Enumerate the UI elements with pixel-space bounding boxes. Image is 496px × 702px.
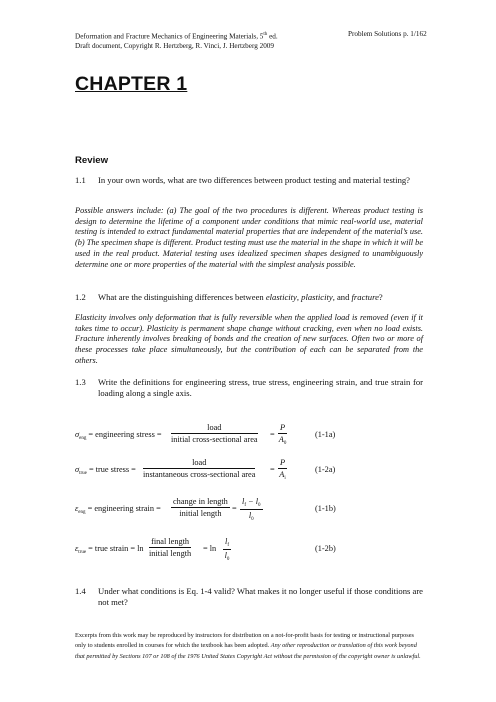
question-text: Under what conditions is Eq. 1-4 valid? What makes it no longer useful if those conditions are not met? [98, 586, 423, 608]
equation-lhs: $\sigma_{eng}$ = engineering stress = [75, 430, 162, 441]
question-text: What are the distinguishing differences between elasticity, plasticity, and fracture? [98, 292, 383, 302]
equation-fraction-symbolic: $\frac{l_f}{l_0}$ [224, 537, 230, 562]
equation-number: (1-2b) [315, 544, 336, 553]
equation-1-2a: $\sigma_{true}$ = true stress = load instantaneous cross-sectional area = $\frac{P}{A_i}$ (1-2a) [75, 458, 336, 481]
header-page-ref: Problem Solutions p. 1/162 [348, 30, 427, 38]
question-text: In your own words, what are two differences between product testing and material testing? [98, 175, 410, 185]
equation-fraction: load initial cross-sectional area [171, 423, 258, 444]
question-number: 1.3 [75, 377, 86, 387]
question-1-3 [75, 377, 423, 399]
copyright-footer: Excerpts from this work may be reproduced by instructors for distribution on a not-for-profit basis for testing or instructional purposes only to students enrolled in courses for which the textbook has been adopted. Any other reproduction or translation of this work beyond that permitted by Sections 107 or 108 of the 1976 United States Copyright Act without the permission of the copyright owner is unlawful. [75, 632, 421, 660]
question-number: 1.4 [75, 586, 86, 596]
equation-fraction: load instantaneous cross-sectional area [143, 458, 256, 479]
header-book-title: Deformation and Fracture Mechanics of Engineering Materials, 5th ed. [75, 32, 278, 41]
equation-1-1b: $\varepsilon_{eng}$ = engineering strain = change in length initial length = $\frac{l_f - l_0}{l_0}$ (1-1b) [75, 497, 336, 522]
equation-fraction-symbolic: $\frac{P}{A_0}$ [278, 423, 287, 446]
question-1-2 [75, 292, 423, 303]
equation-number: (1-1a) [315, 430, 336, 439]
equation-1-1a: $\sigma_{eng}$ = engineering stress = load initial cross-sectional area = $\frac{P}{A_0}$ (1-1a) [75, 423, 336, 446]
equation-fraction: change in length initial length [173, 497, 228, 518]
equation-number: (1-1b) [315, 504, 336, 513]
chapter-title: CHAPTER 1 [75, 73, 188, 95]
equation-lhs: $\varepsilon_{true}$ = true strain = ln [75, 544, 144, 555]
equation-lhs: $\sigma_{true}$ = true stress = [75, 465, 136, 476]
question-number: 1.2 [75, 292, 86, 302]
equation-lhs: $\varepsilon_{eng}$ = engineering strain = [75, 504, 161, 515]
header-copyright: Draft document, Copyright R. Hertzberg, R. Vinci, J. Hertzberg 2009 [75, 42, 274, 50]
equation-number: (1-2a) [315, 465, 336, 474]
section-title: Review [75, 155, 109, 166]
equation-fraction-symbolic: $\frac{l_f - l_0}{l_0}$ [242, 497, 261, 522]
question-text: Write the definitions for engineering stress, true stress, engineering strain, and true strain for loading along a single axis. [98, 377, 423, 399]
answer-1-1: Possible answers include: (a) The goal of the two procedures is different. Whereas product testing is design to determine the lifetime of a component under conditions that mimic real-world use, material testing is intended to extract fundamental material properties that are independent of the material’s use. (b) The specimen shape is different. Product testing must use the material in the shape in which it will be used in the real product. Material testing uses idealized specimen shapes designed to unambiguously determine one or more properties of the material with the simplest analysis possible. [75, 206, 423, 269]
answer-1-2: Elasticity involves only deformation that is fully reversible when the applied load is removed (even if it takes time to occur). Plasticity is permanent shape change without cracking, even when no load exists. Fracture inherently involves breaking of bonds and the creation of new surfaces. Often two or more of these processes take place simultaneously, but the contribution of each can be separated from the others. [75, 313, 423, 365]
equation-1-2b: $\varepsilon_{true}$ = true strain = ln final length initial length = ln $\frac{l_f}{l_0}$ (1-2b) [75, 537, 336, 562]
equation-fraction: final length initial length [149, 537, 192, 558]
question-number: 1.1 [75, 175, 86, 185]
equation-fraction-symbolic: $\frac{P}{A_i}$ [279, 458, 286, 481]
question-1-1 [75, 175, 423, 186]
question-1-4 [75, 586, 423, 608]
